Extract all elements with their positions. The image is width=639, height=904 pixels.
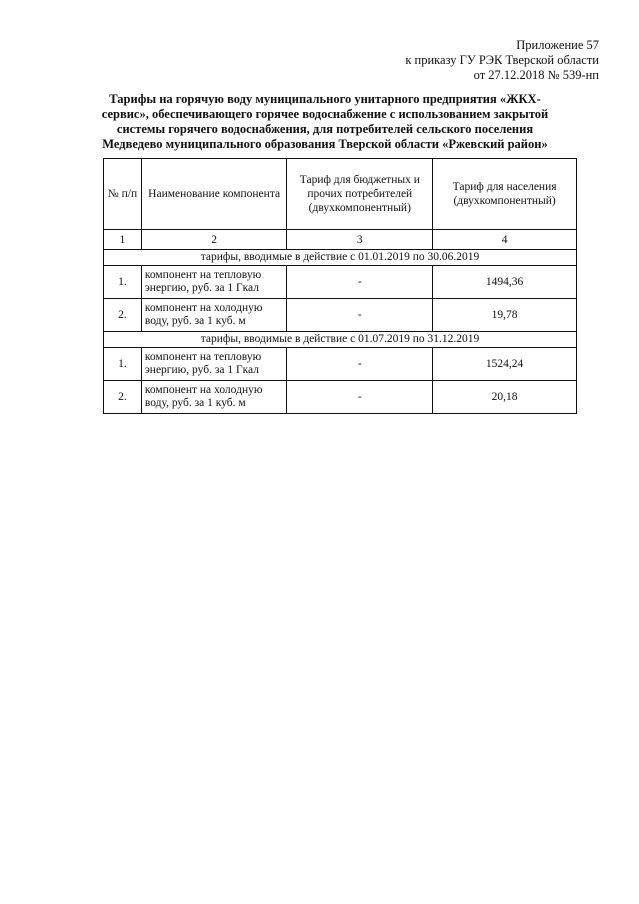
appendix-line-3: от 27.12.2018 № 539-нп [473, 68, 599, 82]
period-row [104, 250, 577, 266]
component-name: компонент на холодную воду, руб. за 1 куб. м [141, 381, 287, 414]
budget-tariff: - [287, 266, 433, 299]
table-header-row [104, 159, 577, 230]
header-component-name: Наименование компонента [141, 159, 287, 230]
tariff-table [103, 158, 577, 414]
row-number: 2. [104, 381, 142, 414]
column-number-row [104, 230, 577, 250]
column-number: 2 [141, 230, 287, 250]
appendix-header [405, 38, 599, 83]
budget-tariff: - [287, 299, 433, 332]
header-number: № п/п [104, 159, 142, 230]
population-tariff: 1524,24 [433, 348, 577, 381]
row-number: 2. [104, 299, 142, 332]
component-name: компонент на тепловую энергию, руб. за 1 Гкал [141, 348, 287, 381]
component-name: компонент на тепловую энергию, руб. за 1 Гкал [141, 266, 287, 299]
table-row [104, 266, 577, 299]
column-number: 3 [287, 230, 433, 250]
budget-tariff: - [287, 348, 433, 381]
population-tariff: 19,78 [433, 299, 577, 332]
population-tariff: 1494,36 [433, 266, 577, 299]
row-number: 1. [104, 266, 142, 299]
table-row [104, 348, 577, 381]
column-number: 4 [433, 230, 577, 250]
table-row [104, 299, 577, 332]
header-budget-tariff: Тариф для бюджетных и прочих потребителей (двухкомпонентный) [287, 159, 433, 230]
period-label: тарифы, вводимые в действие с 01.01.2019 по 30.06.2019 [104, 250, 577, 266]
period-label: тарифы, вводимые в действие с 01.07.2019 по 31.12.2019 [104, 332, 577, 348]
population-tariff: 20,18 [433, 381, 577, 414]
row-number: 1. [104, 348, 142, 381]
appendix-line-1: Приложение 57 [516, 38, 599, 52]
table-row [104, 381, 577, 414]
budget-tariff: - [287, 381, 433, 414]
header-population-tariff: Тариф для населения (двухкомпонентный) [433, 159, 577, 230]
component-name: компонент на холодную воду, руб. за 1 куб. м [141, 299, 287, 332]
period-row [104, 332, 577, 348]
appendix-line-2: к приказу ГУ РЭК Тверской области [405, 53, 599, 67]
column-number: 1 [104, 230, 142, 250]
document-title: Тарифы на горячую воду муниципального унитарного предприятия «ЖКХ-сервис», обеспечивающего горячее водоснабжение с использованием закрытой системы горячего водоснабжения, для потребителей сельского поселения Медведево муниципального образования Тверской области «Ржевский район» [101, 92, 549, 151]
